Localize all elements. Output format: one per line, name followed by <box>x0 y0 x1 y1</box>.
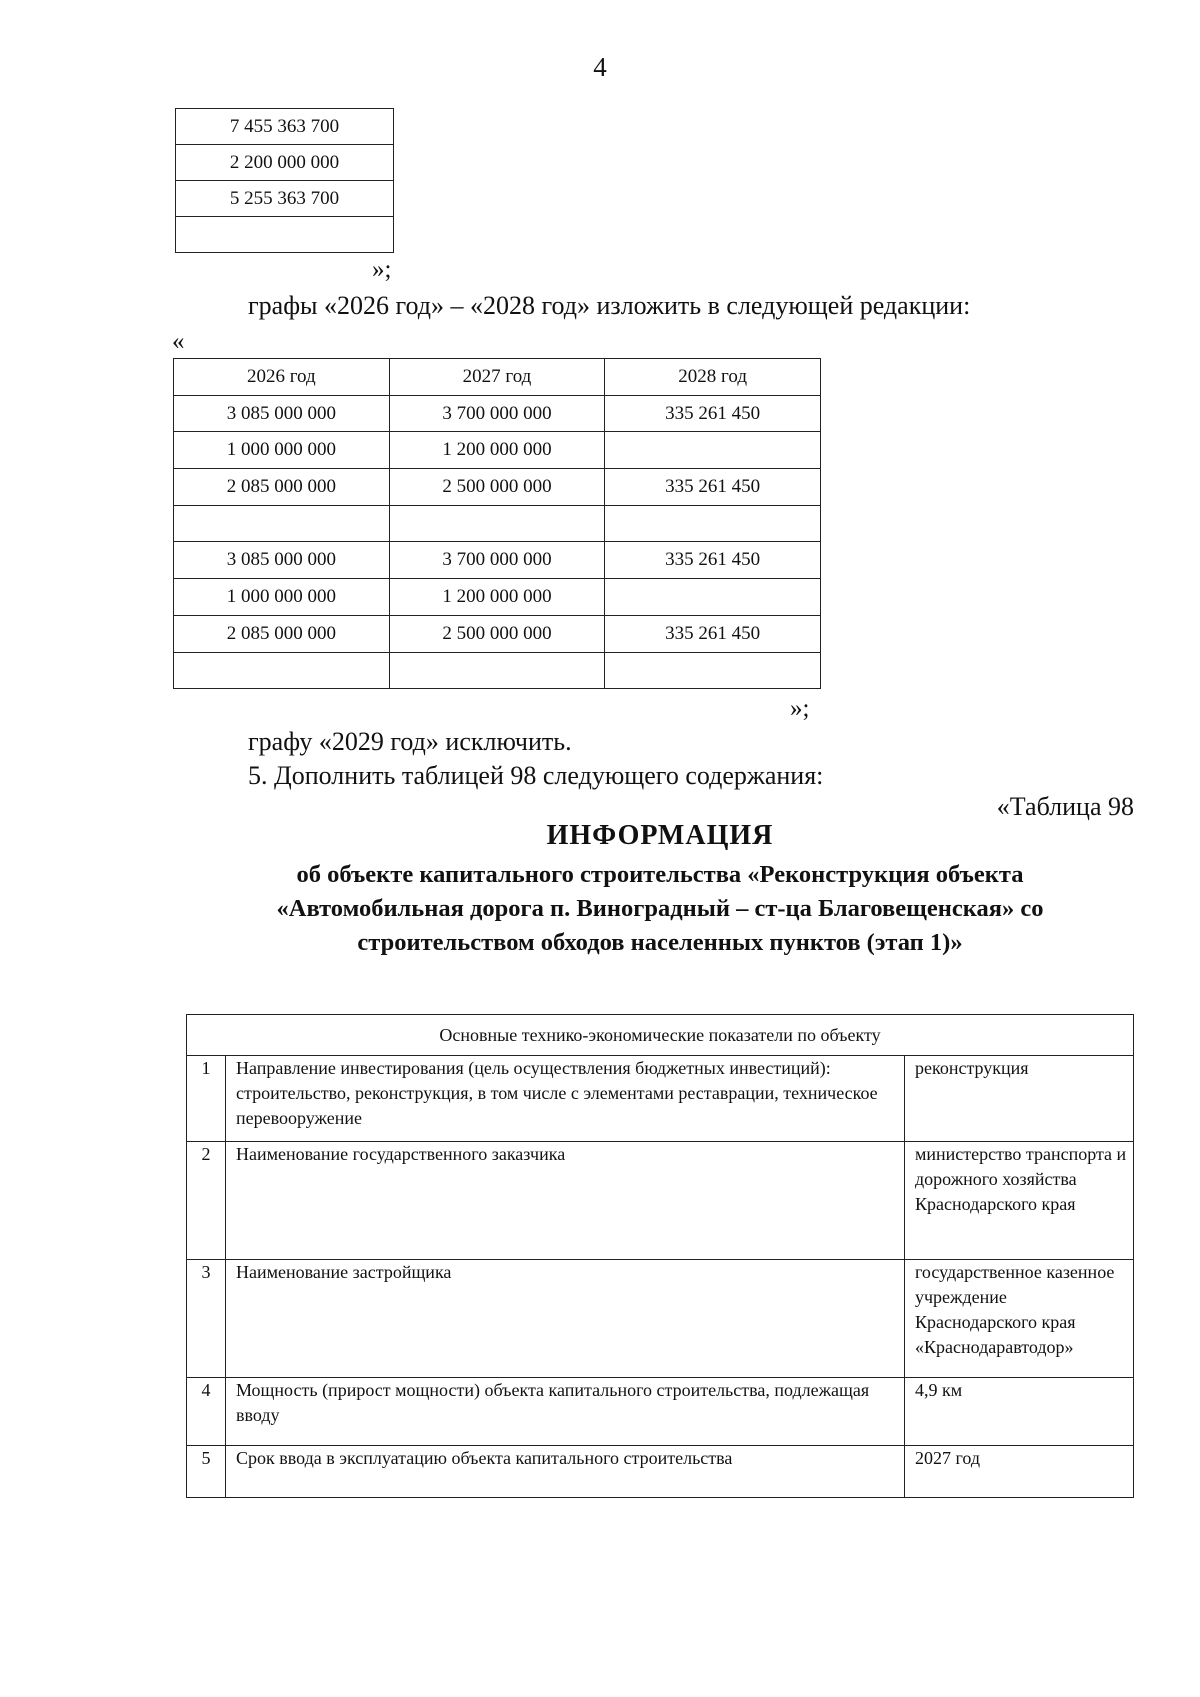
table-row <box>174 579 821 616</box>
table-cell <box>605 652 821 689</box>
row-value: государственное казенное учреждение Краснодарского края «Краснодаравтодор» <box>905 1260 1134 1378</box>
table-cell: 3 085 000 000 <box>174 542 390 579</box>
closing-quote: »; <box>790 695 810 722</box>
table-row <box>187 1056 1134 1142</box>
table-cell: 335 261 450 <box>605 395 821 432</box>
row-description: Наименование государственного заказчика <box>226 1142 905 1260</box>
table-cell: 3 700 000 000 <box>389 542 605 579</box>
table-cell: 2 085 000 000 <box>174 615 390 652</box>
table-row <box>187 1446 1134 1498</box>
row-number: 2 <box>187 1142 226 1260</box>
table-row <box>174 432 821 469</box>
closing-quote: »; <box>372 256 392 283</box>
column-header: 2028 год <box>605 359 821 396</box>
table-cell: 1 000 000 000 <box>174 432 390 469</box>
table-cell: 1 200 000 000 <box>389 432 605 469</box>
paragraph-add-table: 5. Дополнить таблицей 98 следующего содержания: <box>248 761 824 790</box>
info-table <box>186 1014 1134 1498</box>
table-row <box>174 615 821 652</box>
info-subtitle: об объекте капитального строительства «Реконструкция объекта «Автомобильная дорога п. Виноградный – ст-ца Благовещенская» со строительством обходов населенных пунктов (этап 1)» <box>276 861 1044 956</box>
row-value: министерство транспорта и дорожного хозяйства Краснодарского края <box>905 1142 1134 1260</box>
opening-quote: « <box>172 328 185 355</box>
table-header-row <box>174 359 821 396</box>
table-row <box>174 542 821 579</box>
table-cell: 2 085 000 000 <box>174 469 390 506</box>
row-number: 1 <box>187 1056 226 1142</box>
table-row <box>174 395 821 432</box>
row-description: Наименование застройщика <box>226 1260 905 1378</box>
table-cell <box>605 505 821 542</box>
row-value: реконструкция <box>905 1056 1134 1142</box>
table-cell <box>389 505 605 542</box>
table-header: Основные технико-экономические показатели по объекту <box>187 1015 1134 1056</box>
table-cell: 2 200 000 000 <box>176 145 394 181</box>
table-cell: 335 261 450 <box>605 469 821 506</box>
paragraph-exclude-column: графу «2029 год» исключить. <box>248 727 572 756</box>
table-row <box>187 1378 1134 1446</box>
table-cell: 335 261 450 <box>605 542 821 579</box>
table-cell <box>176 217 394 253</box>
table-cell: 5 255 363 700 <box>176 181 394 217</box>
table-cell <box>174 652 390 689</box>
table-row <box>174 505 821 542</box>
table-cell: 2 500 000 000 <box>389 469 605 506</box>
paragraph-columns-edit: графы «2026 год» – «2028 год» изложить в следующей редакции: <box>248 291 971 320</box>
row-description: Срок ввода в эксплуатацию объекта капитального строительства <box>226 1446 905 1498</box>
table-label: «Таблица 98 <box>996 792 1134 821</box>
table-row <box>187 1142 1134 1260</box>
page-number: 4 <box>593 52 607 82</box>
column-header: 2027 год <box>389 359 605 396</box>
column-header: 2026 год <box>174 359 390 396</box>
row-value: 2027 год <box>905 1446 1134 1498</box>
table-cell: 7 455 363 700 <box>176 109 394 145</box>
table-cell: 1 000 000 000 <box>174 579 390 616</box>
info-title: ИНФОРМАЦИЯ <box>546 820 774 851</box>
row-number: 3 <box>187 1260 226 1378</box>
row-number: 4 <box>187 1378 226 1446</box>
table-cell <box>389 652 605 689</box>
top-values-table <box>175 108 394 253</box>
table-cell: 3 700 000 000 <box>389 395 605 432</box>
table-row <box>174 469 821 506</box>
table-header-row <box>187 1015 1134 1056</box>
table-row <box>174 652 821 689</box>
row-number: 5 <box>187 1446 226 1498</box>
table-cell <box>605 432 821 469</box>
table-row <box>176 181 394 217</box>
row-description: Направление инвестирования (цель осуществления бюджетных инвестиций): строительство, реконструкция, в том числе с элементами реставрации, техническое перевооружение <box>226 1056 905 1142</box>
table-cell <box>605 579 821 616</box>
table-row <box>176 109 394 145</box>
years-table <box>173 358 821 689</box>
table-cell: 335 261 450 <box>605 615 821 652</box>
table-cell: 3 085 000 000 <box>174 395 390 432</box>
table-row <box>176 217 394 253</box>
row-description: Мощность (прирост мощности) объекта капитального строительства, подлежащая вводу <box>226 1378 905 1446</box>
table-row <box>187 1260 1134 1378</box>
table-row <box>176 145 394 181</box>
table-cell: 1 200 000 000 <box>389 579 605 616</box>
row-value: 4,9 км <box>905 1378 1134 1446</box>
table-cell <box>174 505 390 542</box>
table-cell: 2 500 000 000 <box>389 615 605 652</box>
